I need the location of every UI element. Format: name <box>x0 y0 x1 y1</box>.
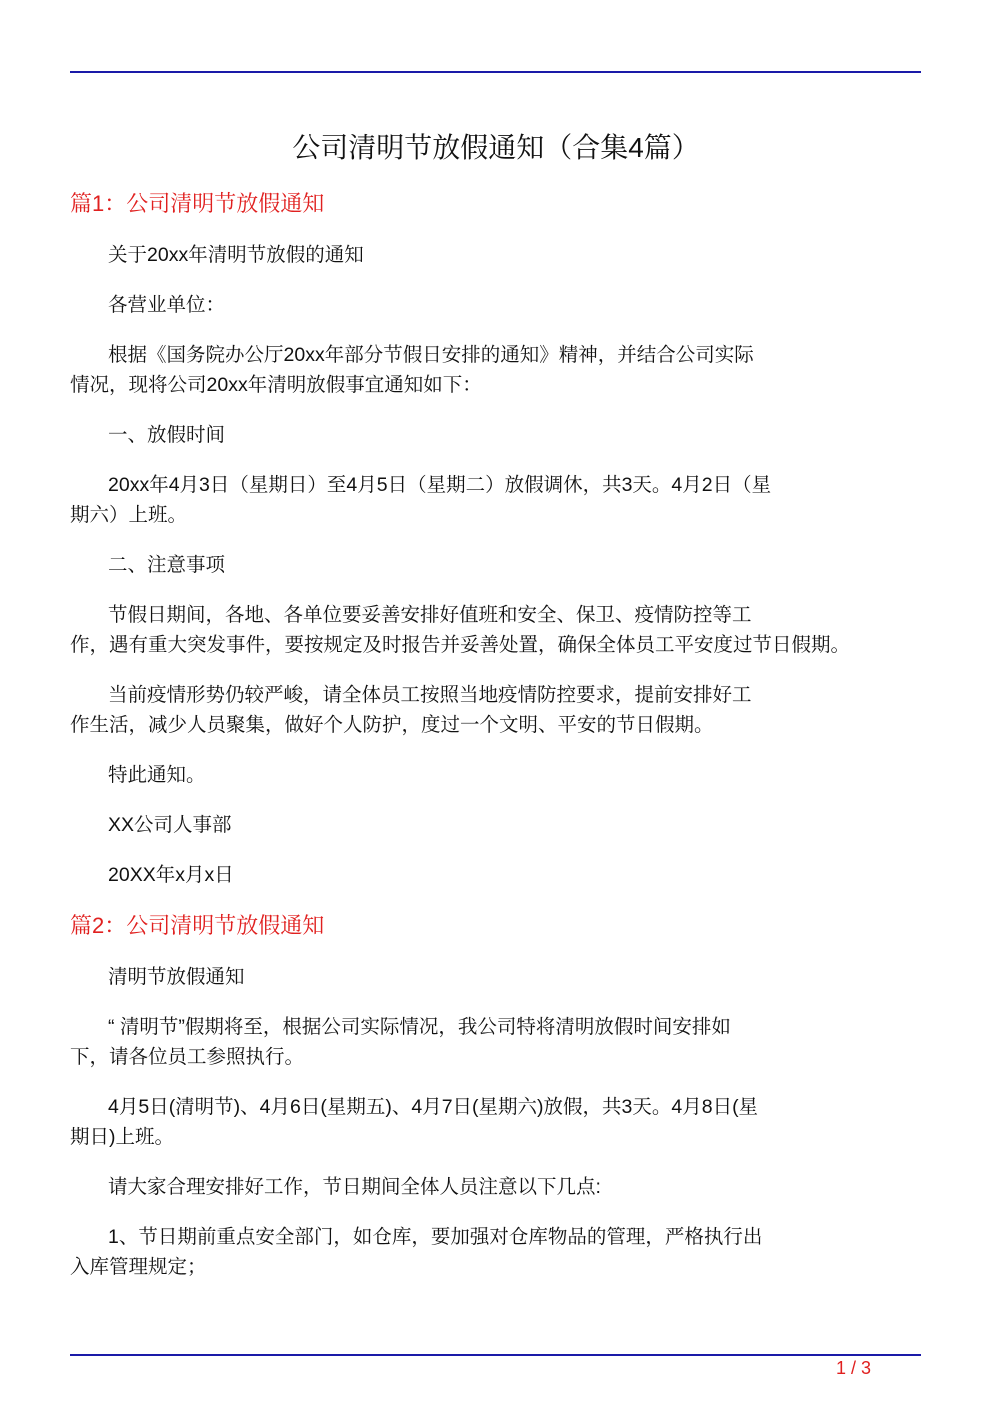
section-heading: 篇1：公司清明节放假通知 <box>70 191 325 216</box>
paragraph-line: “ 清明节”假期将至，根据公司实际情况，我公司特将清明放假时间安排如 <box>108 1016 731 1038</box>
document-title: 公司清明节放假通知（合集4篇） <box>292 132 700 163</box>
paragraph-line: 节假日期间，各地、各单位要妥善安排好值班和安全、保卫、疫情防控等工 <box>108 604 752 626</box>
paragraph-line: 20xx年4月3日（星期日）至4月5日（星期二）放假调休，共3天。4月2日（星 <box>108 474 772 496</box>
section-heading: 篇2：公司清明节放假通知 <box>70 913 325 938</box>
paragraph-line: 4月5日(清明节)、4月6日(星期五)、4月7日(星期六)放假，共3天。4月8日(星 <box>108 1096 759 1118</box>
paragraph-line: 作，遇有重大突发事件，要按规定及时报告并妥善处置，确保全体员工平安度过节日假期。 <box>70 634 851 656</box>
paragraph-line: 期六）上班。 <box>70 504 188 526</box>
paragraph <box>70 340 921 400</box>
paragraph <box>70 290 921 320</box>
paragraph <box>70 1172 921 1202</box>
paragraph-line: 二、注意事项 <box>108 554 226 576</box>
page-number: 1 / 3 <box>836 1358 872 1378</box>
paragraph <box>70 600 921 660</box>
header-rule <box>70 71 921 73</box>
paragraph <box>70 1092 921 1152</box>
paragraph <box>70 1012 921 1072</box>
paragraph-line: 下，请各位员工参照执行。 <box>70 1046 305 1068</box>
paragraph <box>70 470 921 530</box>
paragraph-line: 一、放假时间 <box>108 424 226 446</box>
paragraph-line: 20XX年x月x日 <box>108 864 234 886</box>
paragraph <box>70 680 921 740</box>
paragraph-line: 期日)上班。 <box>70 1126 174 1148</box>
paragraph-line: 特此通知。 <box>108 764 206 786</box>
paragraph-line: 请大家合理安排好工作，节日期间全体人员注意以下几点: <box>108 1176 601 1198</box>
paragraph-line: 当前疫情形势仍较严峻，请全体员工按照当地疫情防控要求，提前安排好工 <box>108 684 752 706</box>
paragraph <box>70 420 921 450</box>
paragraph-line: 关于20xx年清明节放假的通知 <box>108 244 364 266</box>
paragraph-line: XX公司人事部 <box>108 814 232 836</box>
paragraph-line: 根据《国务院办公厅20xx年部分节假日安排的通知》精神，并结合公司实际 <box>108 344 754 366</box>
paragraph-line: 作生活，减少人员聚集，做好个人防护，度过一个文明、平安的节日假期。 <box>70 714 714 736</box>
paragraph <box>70 760 921 790</box>
paragraph <box>70 1222 921 1282</box>
paragraph-line: 各营业单位： <box>108 294 226 316</box>
paragraph <box>70 810 921 840</box>
document-body <box>70 188 921 1302</box>
paragraph-line: 入库管理规定； <box>70 1256 207 1278</box>
paragraph-line: 情况，现将公司20xx年清明放假事宜通知如下： <box>70 374 482 396</box>
paragraph <box>70 550 921 580</box>
footer-rule <box>70 1354 921 1356</box>
paragraph-line: 清明节放假通知 <box>108 966 245 988</box>
paragraph <box>70 962 921 992</box>
paragraph-line: 1、节日期前重点安全部门，如仓库，要加强对仓库物品的管理，严格执行出 <box>108 1226 763 1248</box>
paragraph <box>70 860 921 890</box>
paragraph <box>70 240 921 270</box>
